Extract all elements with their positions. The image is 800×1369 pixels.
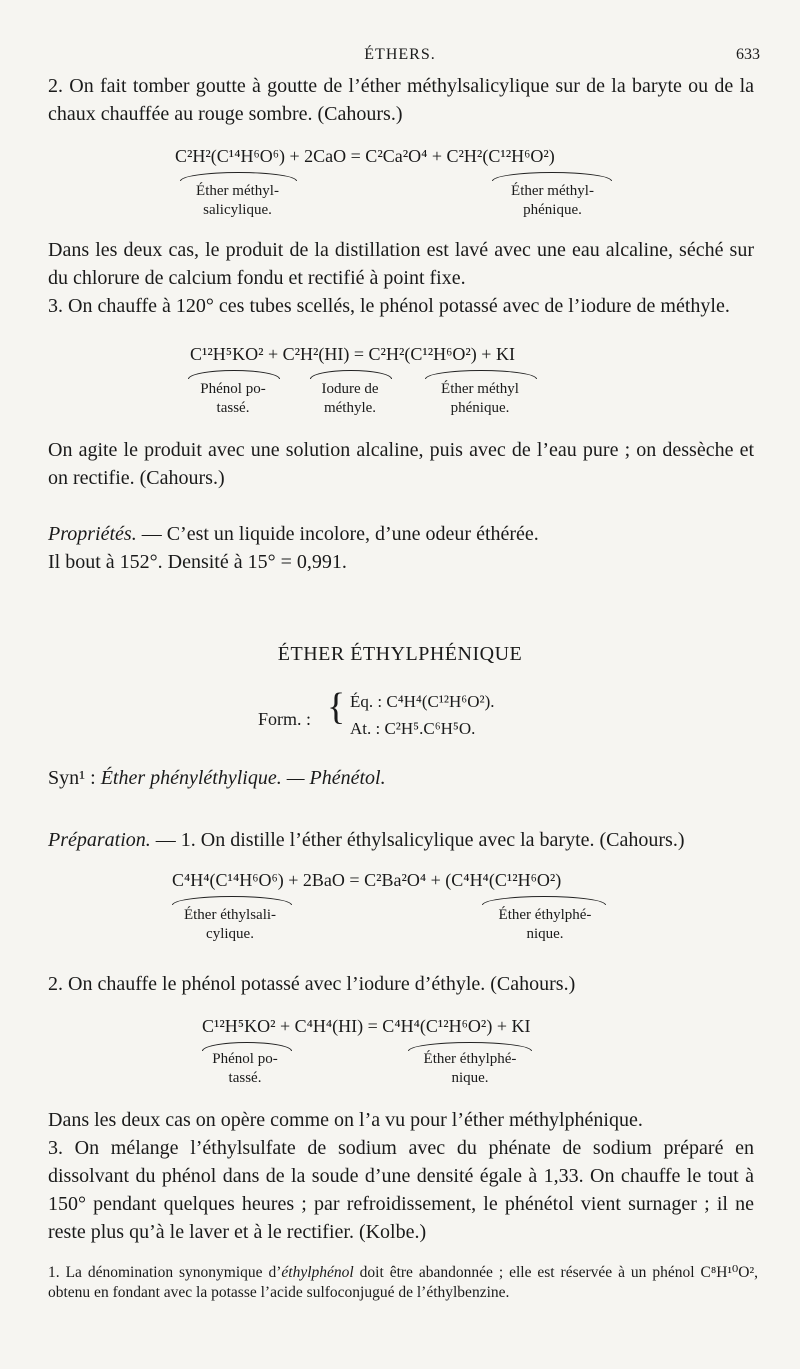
formula-equivalent: Éq. : C⁴H⁴(C¹²H⁶O²). [350,692,495,711]
brace-left-3 [172,896,292,905]
paragraph-preparation [48,826,754,854]
paragraph-method-2: 2. On fait tomber goutte à goutte de l’éther méthylsalicylique sur de la baryte ou de la chaux chauffée au rouge sombre. (Cahours.) [48,75,754,125]
footnote [48,1263,758,1303]
brace-left [180,172,297,181]
paragraph-synonyms [48,764,754,792]
eq4-caption-left: Phénol po- tassé. [212,1051,278,1086]
formula-label: Form. : [258,709,312,729]
brace-2 [310,370,392,379]
formula-brace: { [327,686,346,728]
running-title: ÉTHERS. [364,46,436,63]
footnote-start: 1. La dénomination synonymique d’ [48,1264,282,1281]
paragraph-method-3b: 3. On mélange l’éthylsulfate de sodium avec du phénate de sodium préparé en dissolvant du phénol dans de la soude d’une densité égale à 1,33. On chauffe le tout à 150° pendant quelques heures ; par refroidissement, le phénétol vient surnager ; il ne reste plus qu’à le laver et à le rectifier. (Kolbe.) [48,1137,754,1243]
footnote-italic: éthylphénol [281,1264,354,1281]
section-heading: ÉTHER ÉTHYLPHÉNIQUE [277,643,523,665]
formula-atomic: At. : C²H⁵.C⁶H⁵O. [350,719,476,738]
properties-label: Propriétés. [48,523,137,545]
synonyms-text: Éther phényléthylique. — Phénétol. [100,767,386,789]
running-header [0,40,800,70]
equation-4: C¹²H⁵KO² + C⁴H⁴(HI) = C⁴H⁴(C¹²H⁶O²) + KI [202,1016,531,1036]
equation-3: C⁴H⁴(C¹⁴H⁶O⁶) + 2BaO = C²Ba²O⁴ + (C⁴H⁴(C¹²H⁶O²) [172,870,562,890]
brace-right-3 [482,896,606,905]
brace-1 [188,370,280,379]
eq2-caption-3: Éther méthyl phénique. [441,381,519,416]
properties-text: — C’est un liquide incolore, d’une odeur éthérée. [136,523,539,545]
eq1-caption-left: Éther méthyl- salicylique. [196,183,279,218]
synonyms-prefix: Syn¹ : [48,767,101,789]
equation-1: C²H²(C¹⁴H⁶O⁶) + 2CaO = C²Ca²O⁴ + C²H²(C¹²H⁶O²) [175,146,555,166]
equation-2: C¹²H⁵KO² + C²H²(HI) = C²H²(C¹²H⁶O²) + KI [190,344,515,364]
preparation-text: — 1. On distille l’éther éthylsalicylique avec la baryte. (Cahours.) [150,829,685,851]
eq4-caption-right: Éther éthylphé- nique. [423,1051,517,1086]
eq3-caption-left: Éther éthylsali- cylique. [183,907,277,942]
paragraph-both-cases: Dans les deux cas on opère comme on l’a vu pour l’éther méthylphénique. [48,1109,643,1131]
eq3-caption-right: Éther éthylphé- nique. [498,907,592,942]
paragraph-boiling: Il bout à 152°. Densité à 15° = 0,991. [48,551,347,573]
paragraph-distillation: Dans les deux cas, le produit de la distillation est lavé avec une eau alcaline, séché sur du chlorure de calcium fondu et rectifié à point fixe. [48,239,754,289]
paragraph-method-2b: 2. On chauffe le phénol potassé avec l’iodure d’éthyle. (Cahours.) [48,973,576,995]
preparation-label: Préparation. [48,829,151,851]
page-number: 633 [736,46,760,63]
brace-3 [425,370,537,379]
paragraph-properties [48,520,754,548]
eq2-caption-1: Phénol po- tassé. [200,381,266,416]
paragraph-method-3: 3. On chauffe à 120° ces tubes scellés, le phénol potassé avec de l’iodure de méthyle. [48,295,730,317]
eq2-caption-2: Iodure de méthyle. [321,381,379,416]
paragraph-wash: On agite le produit avec une solution alcaline, puis avec de l’eau pure ; on dessèche et on rectifie. (Cahours.) [48,439,754,489]
footnote-end: doit être abandonnée ; elle est réservée à un phénol C⁸H¹⁰O², obtenu en fondant avec la potasse l’acide sulfoconjugué de l’éthylbenzine. [48,1264,758,1301]
brace-right [492,172,612,181]
eq1-caption-right: Éther méthyl- phénique. [511,183,594,218]
